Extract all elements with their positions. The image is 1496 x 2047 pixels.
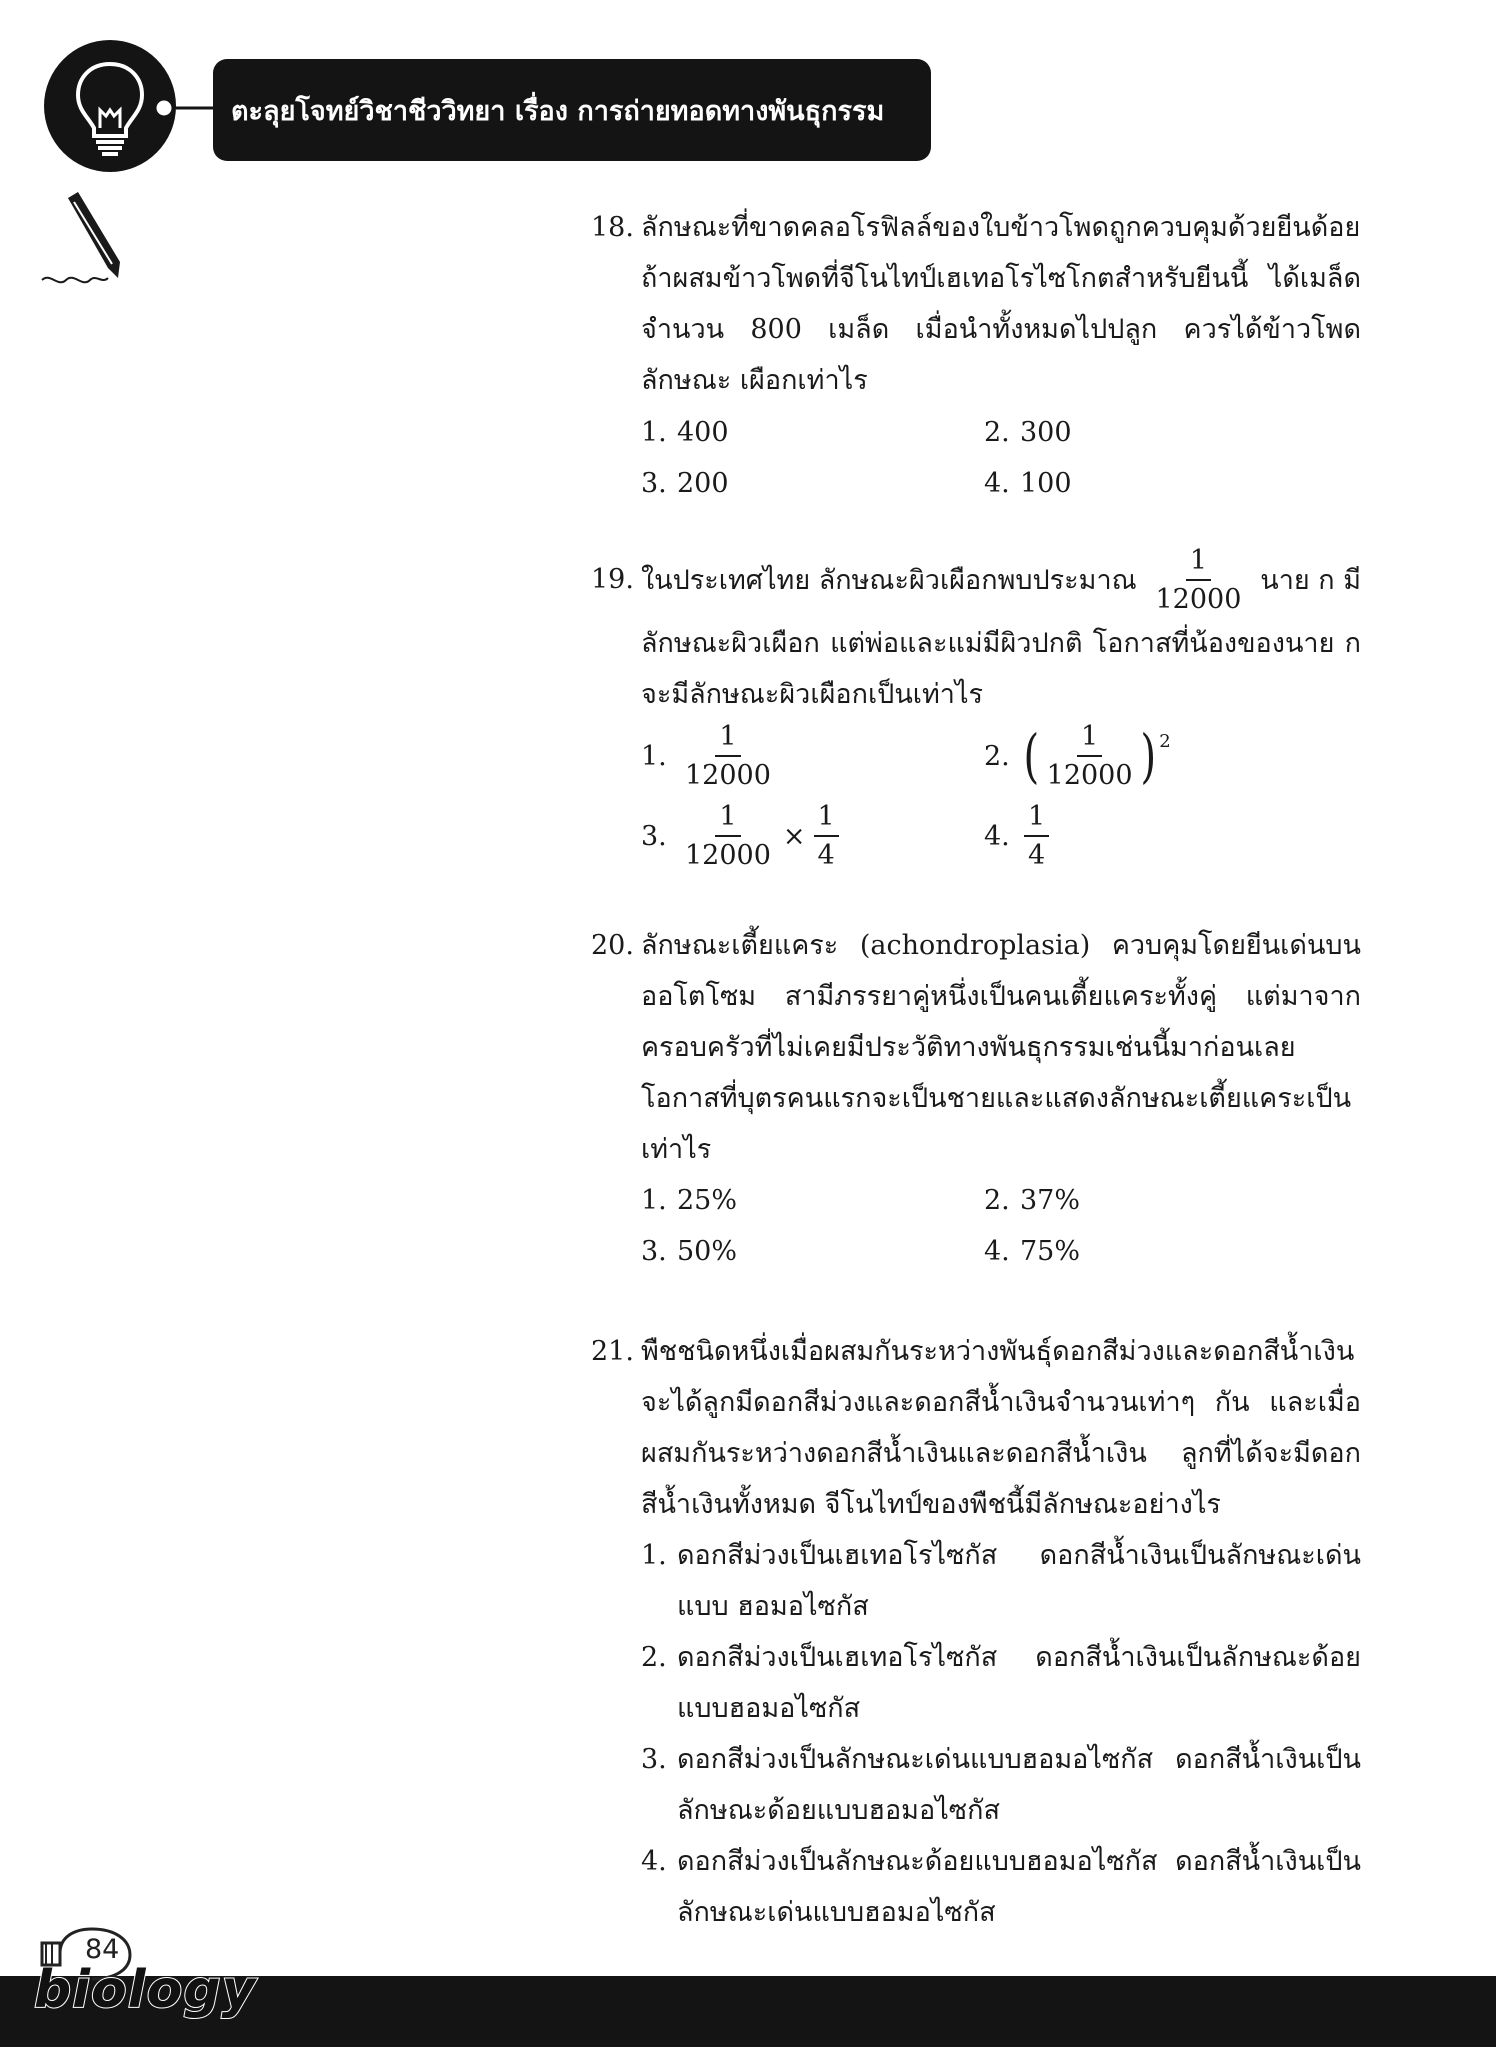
exponent: 2 <box>1159 731 1171 752</box>
header-title-bar <box>213 59 931 161</box>
header-connector <box>150 96 220 120</box>
option-text: 50% <box>677 1236 738 1267</box>
option-4[interactable]: 4. ดอกสีม่วงเป็นลักษณะด้อยแบบฮอมอไซกัส ดอกสีน้ำเงินเป็น ลักษณะเด่นแบบฮอมอไซกัส <box>641 1836 1361 1938</box>
page-number: 84 <box>85 1934 120 1965</box>
question-text: พืชชนิดหนึ่งเมื่อผสมกันระหว่างพันธุ์ดอกสีม่วงและดอกสีน้ำเงิน จะได้ลูกมีดอกสีม่วงและดอกสีน้ำเงินจำนวนเท่าๆ กัน และเมื่อ ผสมกันระหว่างดอกสีน้ำเงินและดอกสีน้ำเงิน ลูกที่ได้จะมีดอก สีน้ำเงินทั้งหมด จีโนไทป์ของพืชนี้มีลักษณะอย่างไร <box>641 1336 1361 1520</box>
page-title: ตะลุยโจทย์วิชาชีววิทยา เรื่อง การถ่ายทอดทางพันธุกรรม <box>231 95 885 127</box>
option-1[interactable]: 1. $\frac{1}{12000}$ <box>641 720 779 792</box>
question-number: 21. <box>591 1336 634 1367</box>
options-grid <box>641 1175 1361 1279</box>
option-text: 75% <box>1020 1236 1081 1267</box>
option-3[interactable]: 3. 200 <box>641 458 729 509</box>
pen-icon <box>40 192 130 292</box>
option-text: ดอกสีม่วงเป็นลักษณะเด่นแบบฮอมอไซกัส ดอกสีน้ำเงินเป็น ลักษณะด้อยแบบฮอมอไซกัส <box>677 1744 1361 1826</box>
question-text: ลักษณะที่ขาดคลอโรฟิลล์ของใบข้าวโพดถูกควบคุมด้วยยีนด้อย ถ้าผสมข้าวโพดที่จีโนไทป์เฮเทอโรไซโกตสำหรับยีนนี้ ได้เมล็ด จำนวน 800 เมล็ด เมื่อนำทั้งหมดไปปลูก ควรได้ข้าวโพดลักษณะ เผือกเท่าไร <box>641 212 1361 396</box>
option-3[interactable]: 3. 50% <box>641 1226 737 1277</box>
question-19 <box>591 545 1361 871</box>
options-list <box>641 1530 1361 1938</box>
question-21 <box>591 1326 1361 1938</box>
option-text: 25% <box>677 1185 738 1216</box>
option-3[interactable]: 3. ดอกสีม่วงเป็นลักษณะเด่นแบบฮอมอไซกัส ดอกสีน้ำเงินเป็น ลักษณะด้อยแบบฮอมอไซกัส <box>641 1734 1361 1836</box>
option-2[interactable]: 2. ( $\frac{1}{12000}$ ) 2 <box>984 720 1171 792</box>
fraction: $\frac{1}{12000}$ <box>1155 545 1242 615</box>
question-number: 18. <box>591 212 634 243</box>
question-20 <box>591 920 1361 1279</box>
option-text: ดอกสีม่วงเป็นเฮเทอโรไซกัส ดอกสีน้ำเงินเป็นลักษณะเด่นแบบ ฮอมอไซกัส <box>677 1540 1361 1622</box>
option-text: 200 <box>677 468 729 499</box>
options-grid <box>641 407 1361 511</box>
option-1[interactable]: 1. ดอกสีม่วงเป็นเฮเทอโรไซกัส ดอกสีน้ำเงินเป็นลักษณะเด่นแบบ ฮอมอไซกัส <box>641 1530 1361 1632</box>
question-text: ลักษณะผิวเผือก แต่พ่อและแม่มีผิวปกติ โอกาสที่น้องของนาย ก จะมีลักษณะผิวเผือกเป็นเท่าไร <box>641 628 1361 710</box>
fraction: $\frac{1}{4}$ <box>814 801 839 870</box>
fraction: $\frac{1}{12000}$ <box>685 721 771 791</box>
option-4[interactable]: 4. $\frac{1}{4}$ <box>984 800 1053 872</box>
options-grid <box>641 720 1361 870</box>
question-text-line-1: ในประเทศไทย ลักษณะผิวเผือกพบประมาณ $\frac{1}{12000}$ นาย ก มี <box>641 545 1361 615</box>
option-4[interactable]: 4. 100 <box>984 458 1072 509</box>
question-18 <box>591 202 1361 511</box>
question-number: 20. <box>591 930 634 961</box>
question-text: ลักษณะเตี้ยแคระ (achondroplasia) ควบคุมโดยยีนเด่นบน ออโตโซม สามีภรรยาคู่หนึ่งเป็นคนเตี้ยแคระทั้งคู่ แต่มาจาก ครอบครัวที่ไม่เคยมีประวัติทางพันธุกรรมเช่นนี้มาก่อนเลย โอกาสที่บุตรคนแรกจะเป็นชายและแสดงลักษณะเตี้ยแคระเป็น เท่าไร <box>641 930 1361 1165</box>
option-text: 100 <box>1020 468 1072 499</box>
option-text: 400 <box>677 417 729 448</box>
option-4[interactable]: 4. 75% <box>984 1226 1080 1277</box>
option-2[interactable]: 2. ดอกสีม่วงเป็นเฮเทอโรไซกัส ดอกสีน้ำเงินเป็นลักษณะด้อย แบบฮอมอไซกัส <box>641 1632 1361 1734</box>
fraction: $\frac{1}{12000}$ <box>685 801 771 871</box>
option-2[interactable]: 2. 37% <box>984 1175 1080 1226</box>
option-1[interactable]: 1. 25% <box>641 1175 737 1226</box>
option-text: ดอกสีม่วงเป็นเฮเทอโรไซกัส ดอกสีน้ำเงินเป็นลักษณะด้อย แบบฮอมอไซกัส <box>677 1642 1361 1724</box>
option-text: ดอกสีม่วงเป็นลักษณะด้อยแบบฮอมอไซกัส ดอกสีน้ำเงินเป็น ลักษณะเด่นแบบฮอมอไซกัส <box>677 1846 1361 1928</box>
fraction: $\frac{1}{12000}$ <box>1046 721 1133 791</box>
option-1[interactable]: 1. 400 <box>641 407 729 458</box>
option-text: 37% <box>1020 1185 1081 1216</box>
question-number: 19. <box>591 564 634 595</box>
option-2[interactable]: 2. 300 <box>984 407 1072 458</box>
option-text: 300 <box>1020 417 1072 448</box>
biology-logo: biology <box>34 1960 257 2020</box>
fraction: $\frac{1}{4}$ <box>1024 801 1049 870</box>
option-3[interactable]: 3. $\frac{1}{12000}$ × $\frac{1}{4}$ <box>641 800 843 872</box>
